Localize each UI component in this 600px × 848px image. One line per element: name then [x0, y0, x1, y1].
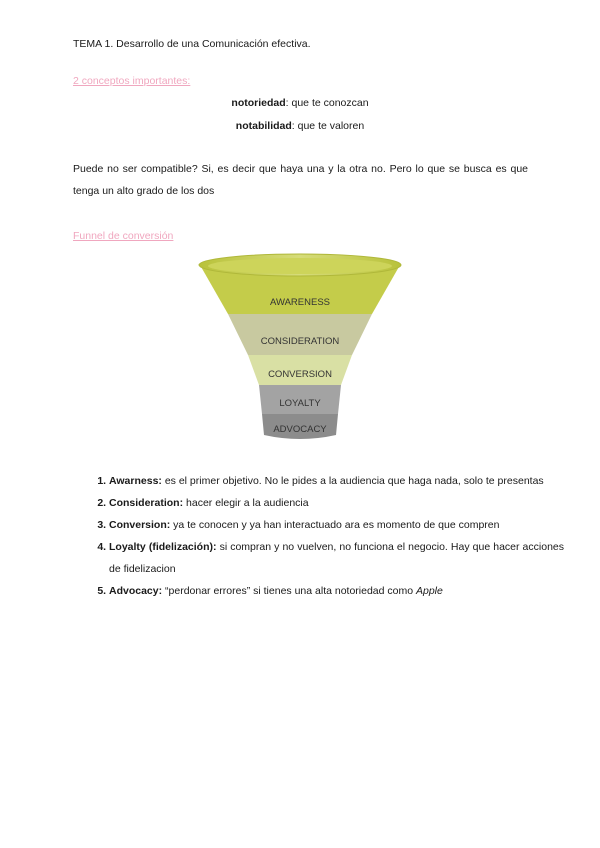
step-text: hacer elegir a la audiencia [183, 497, 309, 509]
funnel-band-consideration [228, 314, 372, 355]
step-term: Conversion: [109, 519, 171, 531]
step-italic-brand: Apple [416, 585, 443, 597]
funnel-rim-inner [208, 258, 392, 274]
concept-definition: : que te valoren [291, 120, 365, 132]
step-term: Loyalty (fidelización): [109, 541, 217, 553]
section-heading-concepts[interactable]: 2 conceptos importantes: [73, 75, 191, 87]
step-text: ya te conocen y ya han interactuado ara es momento de que compren [170, 519, 500, 531]
list-item [109, 492, 564, 514]
list-item [109, 514, 564, 536]
step-text: “perdonar errores” si tienes una alta notoriedad como [162, 585, 416, 597]
concept-notoriedad [0, 97, 600, 109]
compatibility-paragraph: Puede no ser compatible? Si, es decir que haya una y la otra no. Pero lo que se busca es que tenga un alto grado de los dos [73, 163, 528, 197]
step-term: Advocacy: [109, 585, 163, 597]
list-item [109, 536, 564, 580]
list-item [109, 580, 564, 602]
conversion-funnel-diagram [197, 252, 403, 442]
concept-notabilidad [0, 120, 600, 132]
funnel-label-loyalty: LOYALTY [279, 398, 321, 409]
funnel-label-consideration: CONSIDERATION [260, 336, 340, 347]
funnel-label-awareness: AWARENESS [269, 297, 331, 308]
funnel-steps-list [73, 470, 564, 602]
step-text: si compran y no vuelven, no funciona el negocio. Hay que hacer acciones de fidelizacion [109, 541, 564, 575]
concept-term: notabilidad [235, 120, 292, 132]
section-heading-funnel[interactable]: Funnel de conversión [73, 230, 174, 242]
step-term: Awarness: [109, 475, 162, 487]
step-term: Consideration: [109, 497, 184, 509]
concept-term: notoriedad [231, 97, 286, 109]
step-text: es el primer objetivo. No le pides a la audiencia que haga nada, solo te presentas [161, 475, 544, 487]
list-item [109, 470, 564, 492]
funnel-label-advocacy: ADVOCACY [273, 424, 327, 435]
funnel-label-conversion: CONVERSION [268, 369, 332, 380]
document-title: TEMA 1. Desarrollo de una Comunicación efectiva. [73, 38, 311, 50]
concept-definition: : que te conozcan [285, 97, 369, 109]
